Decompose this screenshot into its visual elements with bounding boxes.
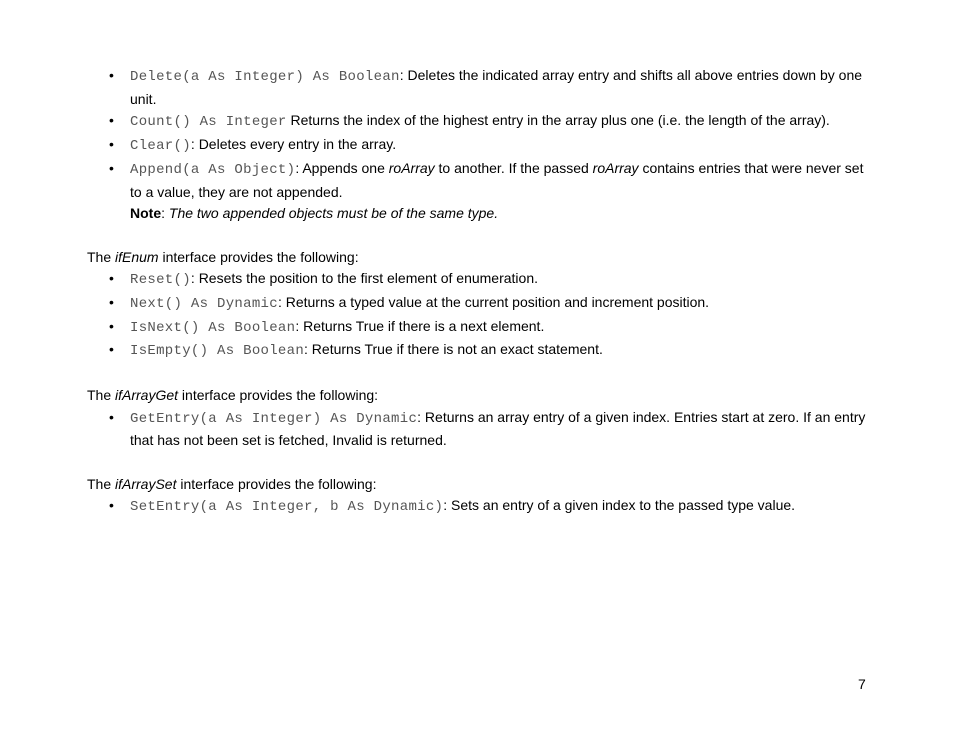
method-description: contains entries that were never set to a value, they are not appended.	[130, 159, 864, 200]
intro-text: The	[87, 248, 116, 265]
list-item	[87, 65, 870, 110]
list-item	[87, 339, 870, 363]
list-item	[87, 495, 870, 519]
interface-name: ifArrayGet	[115, 386, 179, 403]
class-name: roArray	[592, 159, 639, 176]
list-item	[87, 134, 870, 158]
bullet-icon: •	[109, 341, 114, 358]
note-label: Note	[130, 205, 162, 222]
method-signature: Append(a As Object)	[130, 161, 296, 178]
method-signature: Delete(a As Integer) As Boolean	[130, 69, 400, 85]
method-signature: Next() As Dynamic	[130, 296, 278, 313]
method-description: to another. If the passed	[434, 159, 593, 176]
method-signature: Clear()	[130, 138, 191, 155]
method-signature: SetEntry(a As Integer, b As Dynamic)	[130, 499, 444, 516]
bullet-icon: •	[109, 497, 114, 514]
method-description: : Deletes the indicated array entry and shifts all above entries down by one unit.	[130, 67, 863, 107]
bullet-icon: •	[109, 408, 114, 425]
list-item	[87, 268, 870, 292]
note	[87, 203, 867, 225]
method-description: : Appends one	[295, 159, 389, 176]
bullet-icon: •	[109, 159, 114, 176]
note-text: The two appended objects must be of the same type.	[168, 205, 499, 222]
page-number: 7	[858, 676, 866, 692]
intro-text: The	[87, 386, 116, 403]
bullet-icon: •	[109, 270, 114, 287]
method-description: : Sets an entry of a given index to the passed type value.	[443, 497, 796, 514]
ifenum-intro	[87, 247, 867, 269]
method-signature: Count() As Integer	[130, 114, 287, 131]
method-description: : Returns a typed value at the current position and increment position.	[277, 294, 710, 311]
ifarrayget-intro	[87, 385, 867, 407]
bullet-icon: •	[109, 136, 114, 153]
list-item	[87, 292, 870, 316]
method-signature: IsNext() As Boolean	[130, 319, 296, 336]
ifenum-list	[87, 268, 867, 363]
method-description: : Resets the position to the first element of enumeration.	[190, 270, 538, 287]
note-separator: :	[161, 205, 169, 222]
bullet-icon: •	[109, 112, 114, 129]
ifarrayset-list	[87, 495, 867, 519]
method-signature: GetEntry(a As Integer) As Dynamic	[130, 410, 418, 427]
document-body	[87, 65, 867, 519]
intro-text: interface provides the following:	[176, 475, 377, 492]
intro-text: The	[87, 475, 116, 492]
method-description: : Returns True if there is not an exact statement.	[304, 341, 603, 358]
intro-text: interface provides the following:	[178, 386, 379, 403]
method-description: : Returns an array entry of a given index. Entries start at zero. If an entry that has not been set is fetched, Invalid is returned.	[130, 408, 866, 449]
ifarrayset-intro	[87, 474, 867, 496]
bullet-icon: •	[109, 317, 114, 334]
method-signature: Reset()	[130, 272, 191, 289]
interface-name: ifArraySet	[115, 475, 177, 492]
bullet-icon: •	[109, 67, 114, 83]
list-item	[87, 407, 870, 452]
list-item	[87, 158, 870, 203]
list-item	[87, 316, 870, 340]
method-signature: IsEmpty() As Boolean	[130, 343, 305, 360]
method-description: : Deletes every entry in the array.	[190, 136, 397, 153]
class-name: roArray	[388, 159, 435, 176]
bullet-icon: •	[109, 294, 114, 311]
interface-name: ifEnum	[115, 248, 159, 265]
intro-text: interface provides the following:	[158, 248, 359, 265]
array-methods-list	[87, 65, 867, 203]
method-description: Returns the index of the highest entry in the array plus one (i.e. the length of the array).	[286, 112, 830, 129]
method-description: : Returns True if there is a next element.	[295, 317, 545, 334]
list-item	[87, 110, 870, 134]
ifarrayget-list	[87, 407, 867, 452]
